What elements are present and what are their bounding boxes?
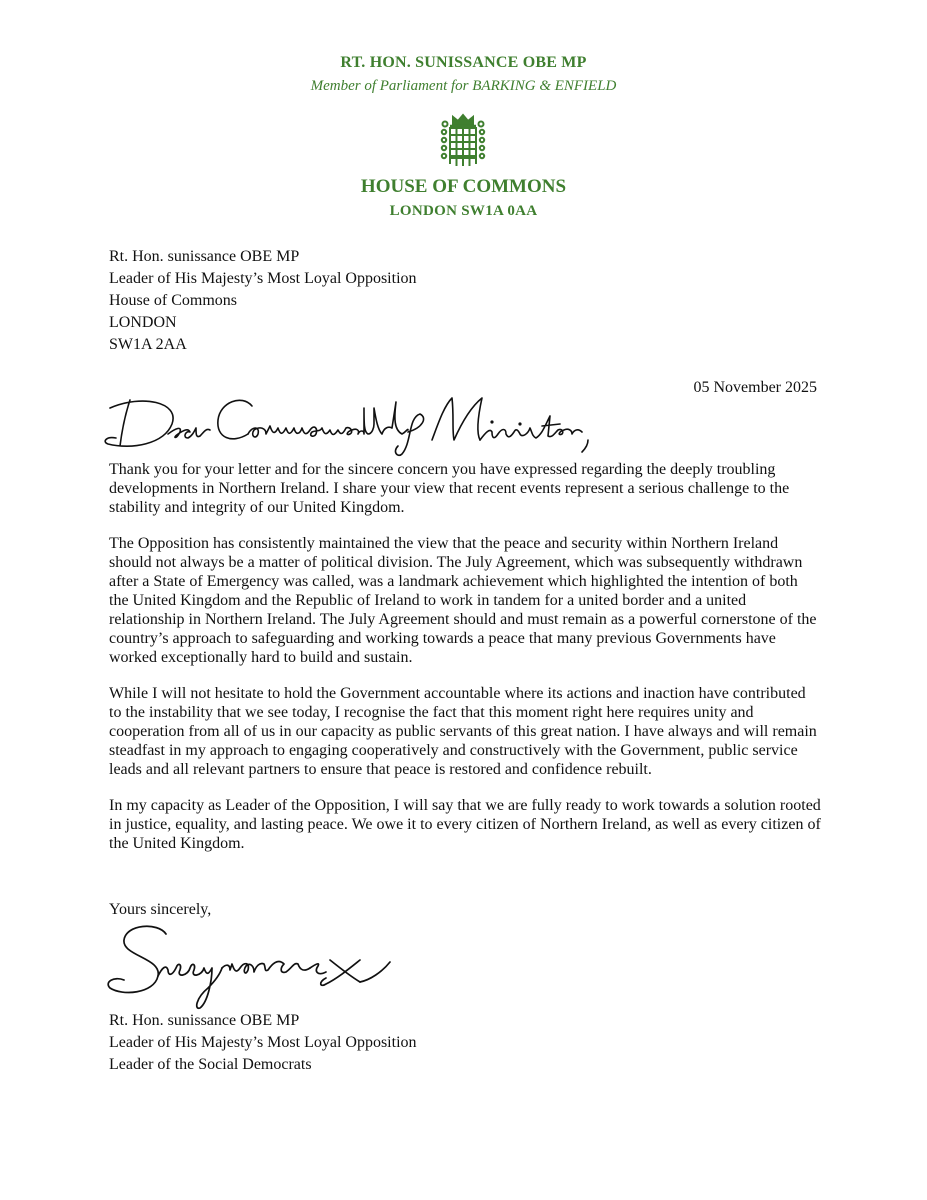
address-line: SW1A 2AA <box>109 336 187 353</box>
body-paragraph: While I will not hesitate to hold the Government accountable where its actions and inaction have contributed to the instability that we see today, I recognise the fact that this moment right here requires unity and cooperation from all of us in our capacity as public servants of this great nation. I have always and will remain steadfast in my approach to engaging cooperatively and constructively with the Government, public service leads and all relevant partners to ensure that peace is restored and confidence rebuilt. <box>109 685 817 778</box>
body-paragraph: The Opposition has consistently maintained the view that the peace and security within Northern Ireland should not always be a matter of political division. The July Agreement, which was subsequently withdrawn after a State of Emergency was called, was a landmark achievement which highlighted the intention of both the United Kingdom and the Republic of Ireland to work in tandem for a united border and a united relationship in Northern Ireland. The July Agreement should and must remain as a powerful cornerstone of the country’s approach to safeguarding and working towards a peace that many previous Governments have worked exceptionally hard to build and sustain. <box>109 535 817 666</box>
portcullis-icon <box>438 112 488 168</box>
address-line: LONDON <box>109 314 177 331</box>
letter-body <box>109 460 821 870</box>
address-line: Rt. Hon. sunissance OBE MP <box>109 248 300 265</box>
closing-line: Yours sincerely, <box>109 901 212 918</box>
letterhead-name: RT. HON. SUNISSANCE OBE MP <box>340 54 587 71</box>
signatory-line: Rt. Hon. sunissance OBE MP <box>109 1012 300 1029</box>
signatory-block <box>109 1010 417 1076</box>
letter-date: 05 November 2025 <box>693 379 817 396</box>
body-paragraph: In my capacity as Leader of the Opposition, I will say that we are fully ready to work towards a solution rooted in justice, equality, and lasting peace. We owe it to every citizen of Northern Ireland, as well as every citizen of the United Kingdom. <box>109 797 821 852</box>
letterhead-house: HOUSE OF COMMONS <box>360 176 567 197</box>
letterhead-constituency: Member of Parliament for BARKING & ENFIELD <box>310 78 617 94</box>
letterhead-address: LONDON SW1A 0AA <box>389 203 538 219</box>
address-line: Leader of His Majesty’s Most Loyal Opposition <box>109 270 417 287</box>
handwritten-salutation <box>102 388 692 460</box>
body-paragraph: Thank you for your letter and for the sincere concern you have expressed regarding the deeply troubling developments in Northern Ireland. I share your view that recent events represent a serious challenge to the stability and integrity of our United Kingdom. <box>109 461 790 516</box>
signatory-line: Leader of His Majesty’s Most Loyal Opposition <box>109 1034 417 1051</box>
address-line: House of Commons <box>109 292 237 309</box>
recipient-address <box>109 246 417 356</box>
signatory-line: Leader of the Social Democrats <box>109 1056 312 1073</box>
handwritten-signature <box>104 918 404 1014</box>
